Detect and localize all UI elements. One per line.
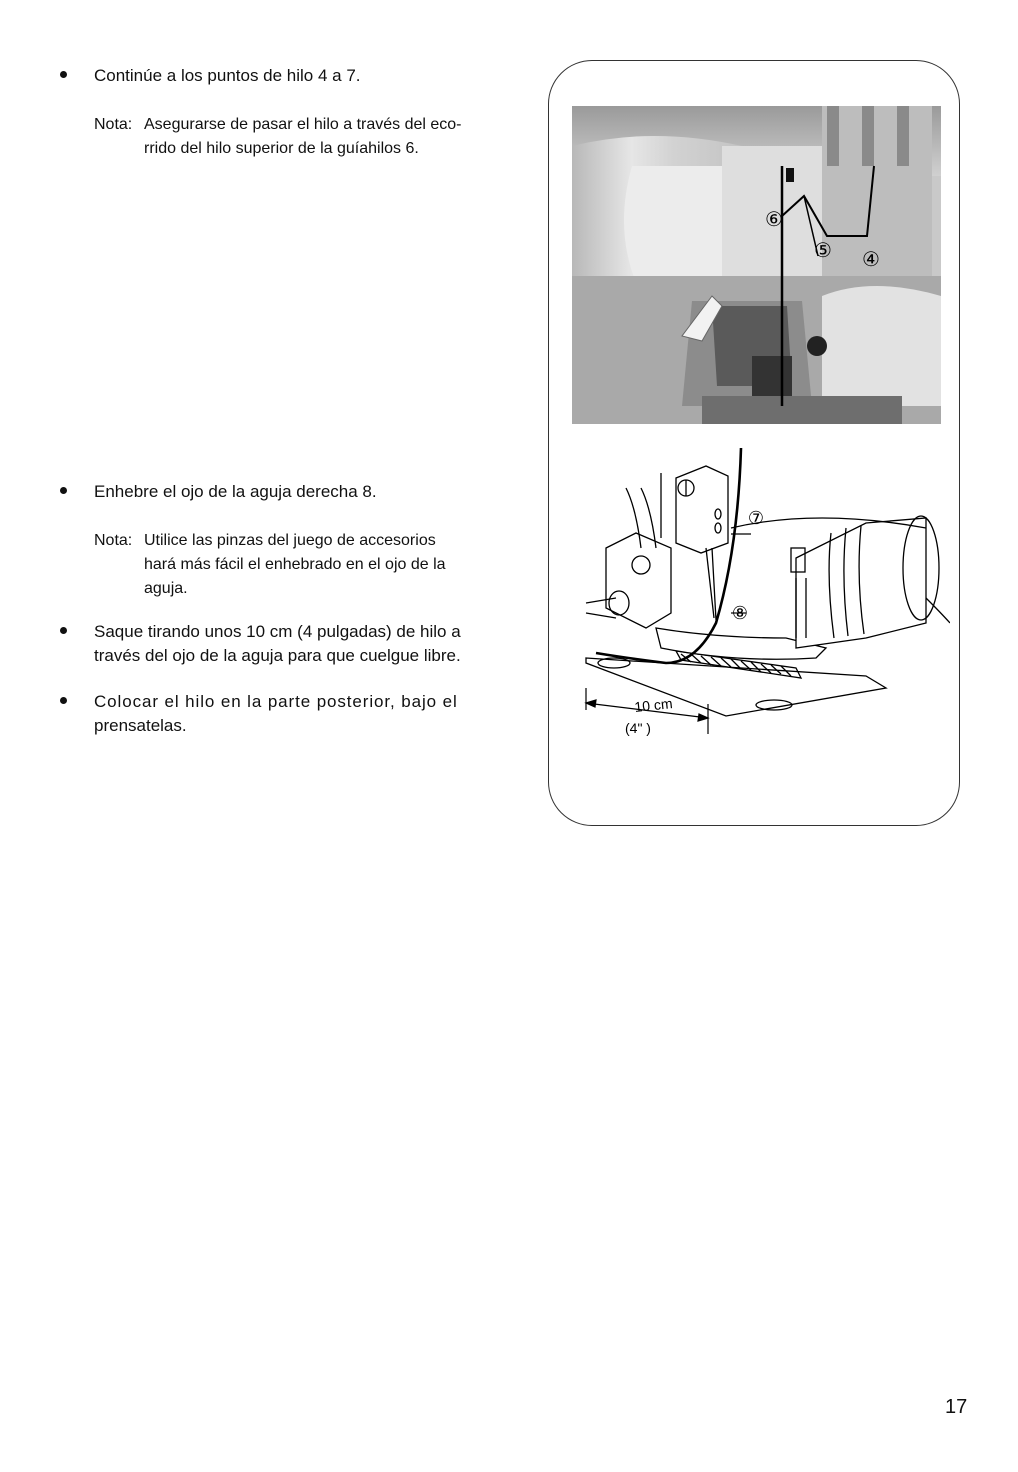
note-label: Nota: <box>94 116 133 133</box>
bullet-dot <box>60 71 70 81</box>
bullet-dot <box>60 697 70 707</box>
label-point-7: ⑦ <box>747 508 765 529</box>
label-point-8: ⑧ <box>731 603 749 624</box>
note-text-line: hará más fácil el enhebrado en el ojo de la <box>144 556 446 573</box>
needle-drawing <box>566 448 950 748</box>
instruction-pull-thread-cont: través del ojo de la aguja para que cuelgue libre. <box>94 646 461 665</box>
threading-photo <box>572 106 941 424</box>
label-guide-6: ⑥ <box>765 207 783 231</box>
instruction-place-thread: Colocar el hilo en la parte posterior, bajo el <box>94 692 458 711</box>
instruction-place-thread-cont: prensatelas. <box>94 716 187 735</box>
instruction-continue: Continúe a los puntos de hilo 4 a 7. <box>94 66 361 85</box>
note-text-line: Asegurarse de pasar el hilo a través del eco- <box>144 116 462 133</box>
page-number: 17 <box>945 1396 968 1418</box>
instruction-pull-thread: Saque tirando unos 10 cm (4 pulgadas) de hilo a <box>94 622 461 641</box>
label-length-cm: 10 cm <box>633 695 674 715</box>
note-text-line: aguja. <box>144 580 188 597</box>
note-text-line: Utilice las pinzas del juego de accesorios <box>144 532 436 549</box>
label-guide-4: ④ <box>862 247 880 271</box>
note-label: Nota: <box>94 532 133 549</box>
bullet-dot <box>60 487 70 497</box>
bullet-dot <box>60 627 70 637</box>
note-text-line: rrido del hilo superior de la guíahilos 6. <box>144 140 419 157</box>
label-length-in: (4" ) <box>625 720 651 736</box>
instruction-thread-needle: Enhebre el ojo de la aguja derecha 8. <box>94 482 377 501</box>
label-guide-5: ⑤ <box>814 238 832 262</box>
